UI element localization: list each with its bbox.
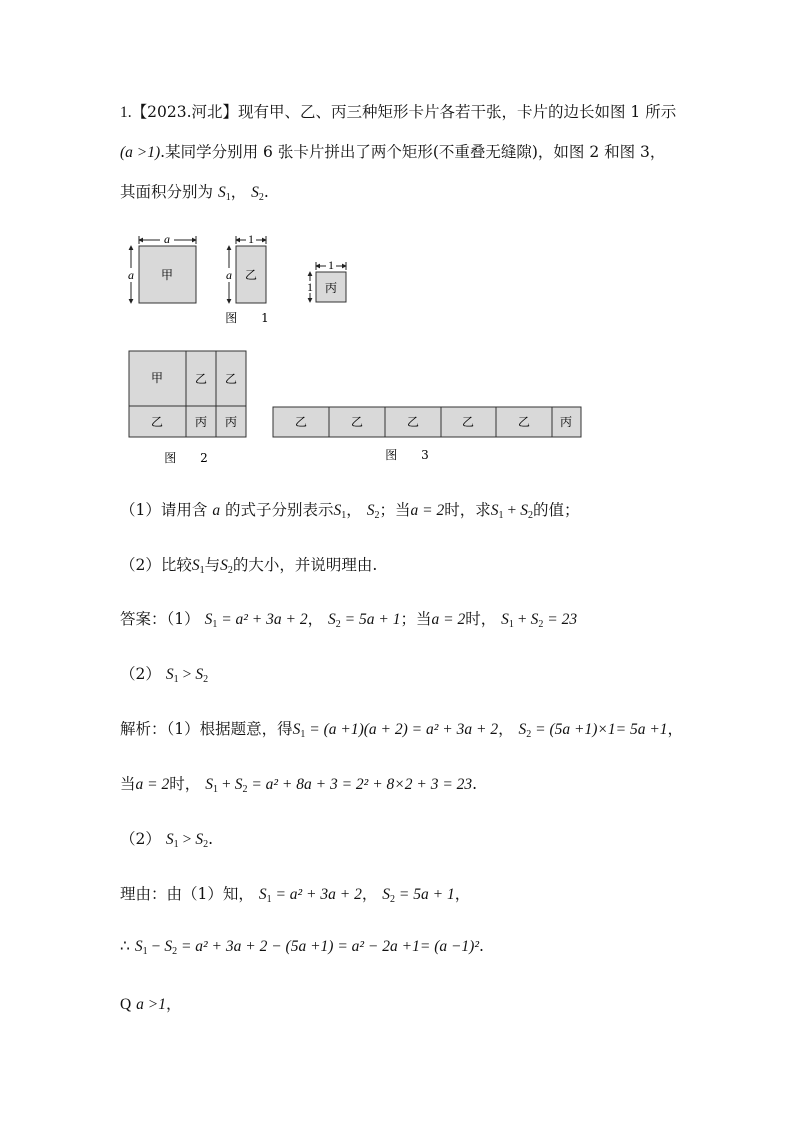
analysis-line-1: 解析：（1）根据题意，得$S_1 = (a +1)(a + 2) = a^2 + 3a + 2$， $S_2 = (5a +1)\times 1= 5a +1$，	[120, 720, 684, 740]
figure3-card-2: 乙	[350, 415, 364, 429]
figure1-jia-height-label: a	[128, 268, 134, 282]
figure1-card-yi-label: 乙	[244, 268, 258, 282]
figure3-card-5: 乙	[517, 415, 531, 429]
figure1-yi-width-label: 1	[248, 232, 254, 246]
answer-part-1: 答案：（1） $S_1 = a^2 + 3a + 2$， $S_2 = 5a + 1$；当a = 2时， $S_1 + S_2 = 23$	[120, 610, 578, 630]
figure2-top-card-2: 乙	[194, 372, 208, 386]
question-1: （1）请用含 a 的式子分别表示$S_1$， $S_2$；当a = 2时，求$S_1 + S_2$的值；	[120, 501, 580, 521]
analysis-line-4: 理由：由（1）知， $S_1 = a^2 + 3a + 2$， $S_2 = 5a + 1$，	[120, 885, 471, 905]
symbol-s1: $S_1$	[217, 184, 231, 203]
figure2-top-card-3: 乙	[224, 372, 238, 386]
analysis-line-5: ∴ $S_1 - S_2 = a^2 + 3a + 2 - (5a +1) = a^2 - 2a +1= (a -1)^2$.	[120, 937, 484, 957]
problem-text-2: .某同学分别用 6 张卡片拼出了两个矩形(不重叠无缝隙)，如图 2 和图 3，	[160, 143, 666, 161]
figure3-card-3: 乙	[406, 415, 420, 429]
figure2-bottom-card-3: 丙	[224, 415, 238, 429]
figure2-bottom-card-1: 乙	[150, 415, 164, 429]
figure1-yi-height-label: a	[226, 268, 232, 282]
figure1-caption: 图 1	[225, 311, 279, 325]
figure1-jia-width-label: a	[164, 232, 170, 246]
problem-text-3: 其面积分别为	[120, 183, 214, 201]
analysis-line-6: Q a >1，	[120, 995, 182, 1013]
figure2-caption: 图 2	[164, 451, 218, 465]
figure2	[129, 351, 246, 437]
figure2-top-card-1: 甲	[150, 371, 164, 385]
problem-text-1: 现有甲、乙、丙三种矩形卡片各若干张，卡片的边长如图 1 所示	[238, 103, 677, 121]
figure1-card-yi	[223, 232, 266, 303]
problem-number: 1.	[120, 104, 132, 121]
answer-part-2: （2） $S_1 > S_2$	[120, 665, 209, 685]
analysis-line-2: 当a = 2时， $S_1 + S_2 = a^2 + 8a + 3 = 2^2 + 8\times 2 + 3 = 23$.	[120, 775, 478, 795]
figure1-card-bing	[305, 258, 346, 302]
figure3	[273, 407, 581, 437]
figure1-card-bing-label: 丙	[324, 281, 338, 295]
figure3-card-1: 乙	[294, 415, 308, 429]
figure3-card-6: 丙	[559, 415, 573, 429]
figure3-caption: 图 3	[385, 448, 439, 462]
figure1-bing-width-label: 1	[328, 258, 334, 272]
answer-label: 答案：	[120, 610, 167, 628]
problem-condition: (a >1)	[120, 144, 161, 161]
figure1-bing-height-label: 1	[307, 280, 313, 294]
figure1-card-jia	[125, 232, 196, 303]
figure2-bottom-card-2: 丙	[194, 415, 208, 429]
figure1-card-jia-label: 甲	[160, 268, 174, 282]
problem-source: 【2023.河北】	[131, 103, 238, 121]
question-2: （2）比较$S_1$与$S_2$的大小，并说明理由.	[120, 556, 378, 576]
figure3-card-4: 乙	[461, 415, 475, 429]
analysis-label: 解析：	[120, 720, 167, 738]
figures-svg	[0, 0, 794, 480]
symbol-s2: $S_2$	[251, 184, 264, 203]
problem-line-3: 其面积分别为 $S_1$， $S_2$.	[120, 183, 269, 203]
analysis-line-3: （2） $S_1 > S_2$.	[120, 830, 213, 850]
